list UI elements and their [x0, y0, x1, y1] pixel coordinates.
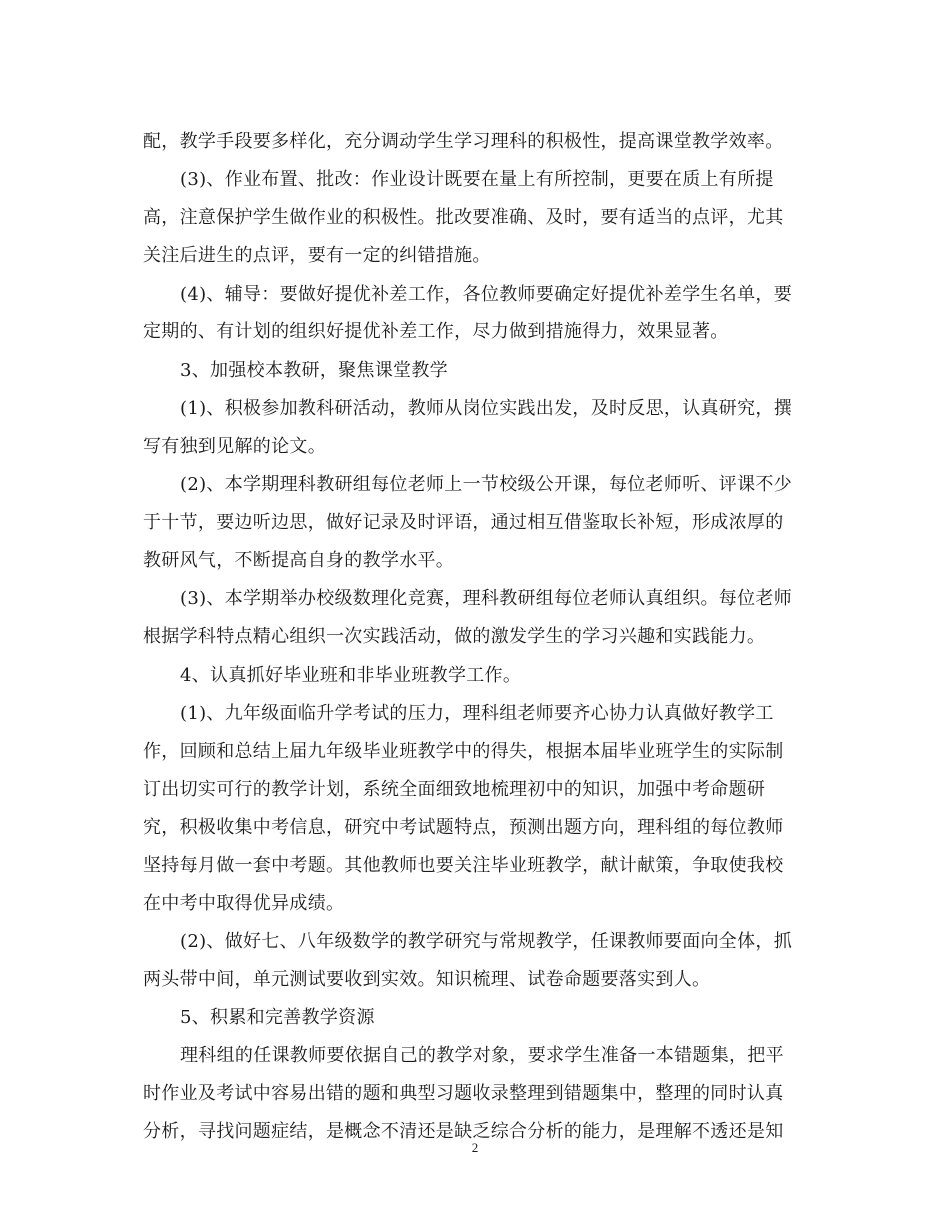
- text-line: (2)、做好七、八年级数学的教学研究与常规教学，任课教师要面向全体，抓: [180, 931, 792, 952]
- section-heading: 3、加强校本教研，聚焦课堂教学: [180, 360, 448, 381]
- text-line: 定期的、有计划的组织好提优补差工作，尽力做到措施得力，效果显著。: [143, 321, 729, 342]
- text-line: 两头带中间，单元测试要收到实效。知识梳理、试卷命题要落实到人。: [143, 969, 711, 990]
- text-line: (3)、本学期举办校级数理化竞赛，理科教研组每位老师认真组织。每位老师: [180, 588, 792, 609]
- text-line: (1)、积极参加教科研活动，教师从岗位实践出发，及时反思，认真研究，撰: [180, 398, 792, 419]
- section-heading: 4、认真抓好毕业班和非毕业班教学工作。: [180, 665, 522, 686]
- text-line: 时作业及考试中容易出错的题和典型习题收录整理到错题集中，整理的同时认真: [143, 1083, 784, 1104]
- text-line: 作，回顾和总结上届九年级毕业班教学中的得失，根据本届毕业班学生的实际制: [143, 741, 784, 762]
- text-line: (4)、辅导：要做好提优补差工作，各位教师要确定好提优补差学生名单，要: [180, 284, 792, 305]
- text-line: 分析，寻找问题症结，是概念不清还是缺乏综合分析的能力，是理解不透还是知: [143, 1121, 784, 1142]
- text-line: 究，积极收集中考信息，研究中考试题特点，预测出题方向，理科组的每位教师: [143, 817, 784, 838]
- text-line: 坚持每月做一套中考题。其他教师也要关注毕业班教学，献计献策，争取使我校: [143, 855, 784, 876]
- text-line: 根据学科特点精心组织一次实践活动，做的激发学生的学习兴趣和实践能力。: [143, 626, 766, 647]
- text-line: (3)、作业布置、批改：作业设计既要在量上有所控制，更要在质上有所提: [180, 169, 774, 190]
- text-line: 关注后进生的点评，要有一定的纠错措施。: [143, 245, 491, 266]
- text-line: (2)、本学期理科教研组每位老师上一节校级公开课，每位老师听、评课不少: [180, 474, 792, 495]
- page-number: 2: [471, 1140, 479, 1155]
- text-line: 写有独到见解的论文。: [143, 436, 326, 457]
- text-line: 教研风气，不断提高自身的教学水平。: [143, 550, 455, 571]
- text-line: 在中考中取得优异成绩。: [143, 893, 345, 914]
- text-line: 订出切实可行的教学计划，系统全面细致地梳理初中的知识，加强中考命题研: [143, 779, 766, 800]
- section-heading: 5、积累和完善教学资源: [180, 1007, 375, 1028]
- text-line: 高，注意保护学生做作业的积极性。批改要准确、及时，要有适当的点评，尤其: [143, 207, 784, 228]
- text-line: (1)、九年级面临升学考试的压力，理科组老师要齐心协力认真做好教学工: [180, 703, 774, 724]
- text-line: 于十节，要边听边思，做好记录及时评语，通过相互借鉴取长补短，形成浓厚的: [143, 512, 784, 533]
- text-line: 理科组的任课教师要依据自己的教学对象，要求学生准备一本错题集，把平: [180, 1045, 784, 1066]
- text-line: 配，教学手段要多样化，充分调动学生学习理科的积极性，提高课堂教学效率。: [143, 131, 784, 152]
